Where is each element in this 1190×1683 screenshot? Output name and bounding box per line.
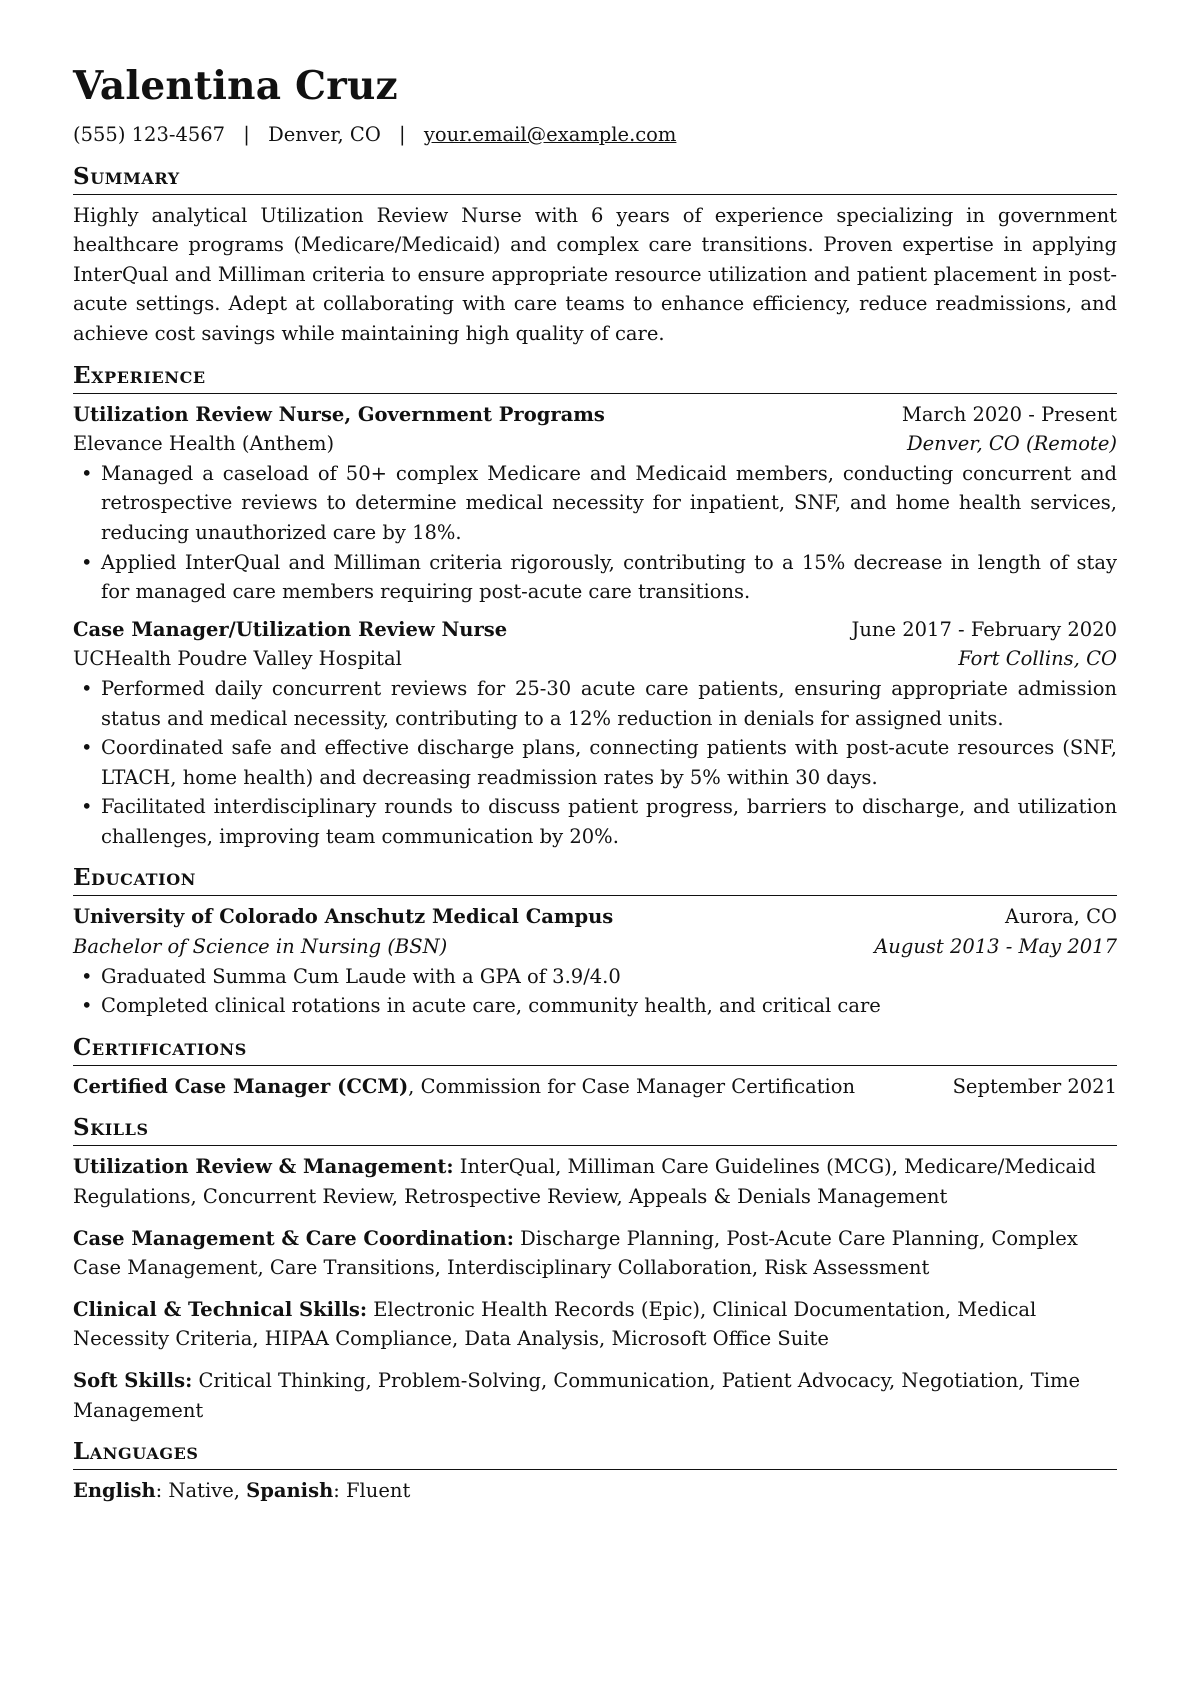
section-heading-education: Education [73, 863, 1117, 896]
section-heading-languages: Languages [73, 1437, 1117, 1470]
job-title: Case Manager/Utilization Review Nurse [73, 617, 508, 641]
bullet-item: • Facilitated interdisciplinary rounds to discuss patient progress, barriers to discharge, and utilization challenges, improving team communication by 20%. [73, 792, 1117, 851]
contact-separator: | [399, 123, 406, 146]
skill-group [73, 1295, 1117, 1354]
job-bullets [73, 459, 1117, 607]
job-location: Denver, CO (Remote) [906, 432, 1117, 456]
skill-group-items: Discharge Planning, Post-Acute Care Planning, Complex Case Management, Care Transitions, Interdisciplinary Collaboration, Risk Assessment [73, 1226, 1078, 1280]
experience-entry [73, 615, 1117, 852]
bullet-item: • Graduated Summa Cum Laude with a GPA of 3.9/4.0 [73, 962, 1117, 992]
skill-group [73, 1152, 1117, 1211]
certification-name: Certified Case Manager (CCM) [73, 1074, 409, 1098]
bullet-item: • Managed a caseload of 50+ complex Medicare and Medicaid members, conducting concurrent and retrospective reviews to determine medical necessity for inpatient, SNF, and home health services, reducing unauthorized care by 18%. [73, 459, 1117, 548]
contact-line [73, 120, 1117, 150]
contact-separator: | [243, 123, 250, 146]
job-dates: June 2017 - February 2020 [851, 617, 1117, 641]
company-name: Elevance Health (Anthem) [73, 432, 335, 456]
company-name: UCHealth Poudre Valley Hospital [73, 647, 402, 671]
job-location: Fort Collins, CO [958, 647, 1117, 671]
skill-group-items: Electronic Health Records (Epic), Clinical Documentation, Medical Necessity Criteria, HIPAA Compliance, Data Analysis, Microsoft Office Suite [73, 1297, 1037, 1351]
phone-number: (555) 123-4567 [73, 123, 226, 146]
skill-group-items: InterQual, Milliman Care Guidelines (MCG), Medicare/Medicaid Regulations, Concurrent Review, Retrospective Review, Appeals & Denials Management [73, 1155, 1096, 1209]
bullet-item: • Performed daily concurrent reviews for 25-30 acute care patients, ensuring appropriate admission status and medical necessity, contributing to a 12% reduction in denials for assigned units. [73, 674, 1117, 733]
language-level: : Native [155, 1479, 234, 1503]
email-link[interactable]: your.email@example.com [423, 123, 677, 146]
job-title: Utilization Review Nurse, Government Programs [73, 402, 605, 426]
language-separator: , [233, 1479, 247, 1503]
skill-group-label: Case Management & Care Coordination: [73, 1226, 514, 1250]
languages-line [73, 1476, 1117, 1506]
language-name: Spanish [246, 1479, 334, 1503]
candidate-name: Valentina Cruz [73, 63, 398, 109]
education-dates: August 2013 - May 2017 [874, 935, 1117, 959]
skill-group-label: Clinical & Technical Skills: [73, 1297, 368, 1321]
job-dates: March 2020 - Present [901, 402, 1117, 426]
section-heading-summary: Summary [73, 162, 1117, 195]
experience-entry [73, 400, 1117, 607]
skill-group [73, 1366, 1117, 1425]
education-entry [73, 902, 1117, 1020]
education-bullets [73, 962, 1117, 1021]
location: Denver, CO [268, 123, 381, 146]
school-location: Aurora, CO [1005, 905, 1117, 929]
bullet-item: • Applied InterQual and Milliman criteria rigorously, contributing to a 15% decrease in length of stay for managed care members requiring post-acute care transitions. [73, 548, 1117, 607]
section-heading-experience: Experience [73, 361, 1117, 394]
bullet-item: • Coordinated safe and effective discharge plans, connecting patients with post-acute resources (SNF, LTACH, home health) and decreasing readmission rates by 5% within 30 days. [73, 733, 1117, 792]
job-bullets [73, 674, 1117, 852]
skill-group-items: Critical Thinking, Problem-Solving, Communication, Patient Advocacy, Negotiation, Time Management [73, 1369, 1080, 1422]
certification-issuer: , Commission for Case Manager Certification [408, 1074, 856, 1098]
section-heading-skills: Skills [73, 1113, 1117, 1146]
bullet-item: • Completed clinical rotations in acute care, community health, and critical care [73, 991, 1117, 1021]
section-heading-certifications: Certifications [73, 1033, 1117, 1066]
certification-entry [73, 1072, 1117, 1102]
skill-group-label: Utilization Review & Management: [73, 1155, 454, 1179]
skill-group [73, 1224, 1117, 1283]
summary-text: Highly analytical Utilization Review Nurse with 6 years of experience specializing in government healthcare programs (Medicare/Medicaid) and complex care transitions. Proven expertise in applying InterQual and Milliman criteria to ensure appropriate resource utilization and patient placement in post-acute settings. Adept at collaborating with care teams to enhance efficiency, reduce readmissions, and achieve cost savings while maintaining high quality of care. [73, 203, 1117, 345]
degree: Bachelor of Science in Nursing (BSN) [73, 935, 448, 959]
skill-group-label: Soft Skills: [73, 1369, 193, 1392]
language-level: : Fluent [333, 1479, 411, 1503]
school-name: University of Colorado Anschutz Medical Campus [73, 905, 614, 929]
certification-date: September 2021 [952, 1074, 1117, 1098]
language-name: English [73, 1479, 156, 1503]
